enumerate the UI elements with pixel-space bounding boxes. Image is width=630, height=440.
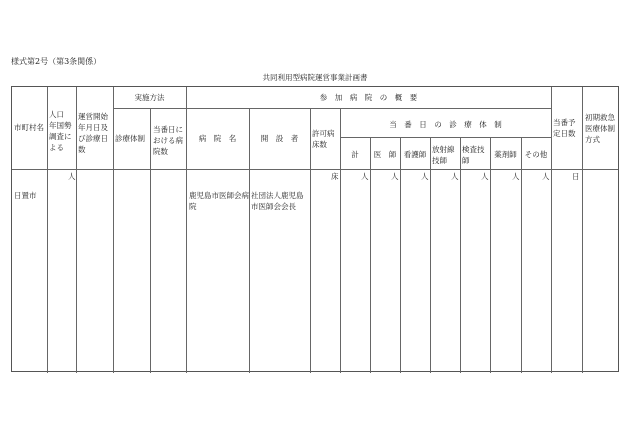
founder-value: 社団法人鹿児島市医師会会長	[251, 191, 304, 211]
start-date-header: 運営開始年月日及び診療日数	[78, 112, 108, 154]
lab-unit: 人	[481, 172, 489, 181]
duty-system-header: 当 番 日 の 診 療 体 制	[389, 120, 502, 129]
nurse-header: 看護師	[403, 150, 427, 159]
doctor-header: 医 師	[373, 150, 397, 159]
other-header: その他	[524, 150, 548, 159]
population-unit: 人	[68, 172, 76, 181]
population-header: 人口 年国勢調査による	[49, 110, 72, 152]
method-group-header: 実施方法	[134, 93, 165, 102]
total-header: 計	[351, 150, 359, 159]
other-unit: 人	[542, 172, 550, 181]
days-unit: 日	[572, 172, 580, 181]
pharmacist-unit: 人	[512, 172, 520, 181]
hospital-name-header: 病 院 名	[198, 134, 237, 143]
radiology-tech-header: 放射線技師	[432, 145, 455, 165]
form-number-label: 様式第2号（第3条関係）	[11, 57, 102, 66]
beds-unit: 床	[331, 172, 339, 181]
municipality-value: 日置市	[14, 191, 37, 200]
total-unit: 人	[361, 172, 369, 181]
first-aid-system-header: 初期救急医療体制方式	[585, 113, 615, 144]
founder-header: 開 設 者	[260, 134, 299, 143]
lab-tech-header: 検査技師	[462, 145, 485, 165]
scheduled-days-header: 当番予定日数	[553, 118, 576, 138]
doctor-unit: 人	[391, 172, 399, 181]
hospital-count-header: 当番日における病院数	[153, 125, 183, 156]
hospital-name-value: 鹿児島市医師会病院	[189, 191, 249, 211]
radiology-unit: 人	[451, 172, 459, 181]
nurse-unit: 人	[421, 172, 429, 181]
participating-hospitals-header: 参 加 病 院 の 概 要	[319, 93, 418, 102]
document-title: 共同利用型病院運営事業計画書	[262, 73, 368, 82]
system-header: 診療体制	[115, 134, 145, 143]
beds-header: 許可病床数	[312, 129, 335, 149]
pharmacist-header: 薬剤師	[494, 150, 517, 159]
municipality-header: 市町村名	[14, 123, 44, 132]
plan-table	[11, 86, 619, 372]
